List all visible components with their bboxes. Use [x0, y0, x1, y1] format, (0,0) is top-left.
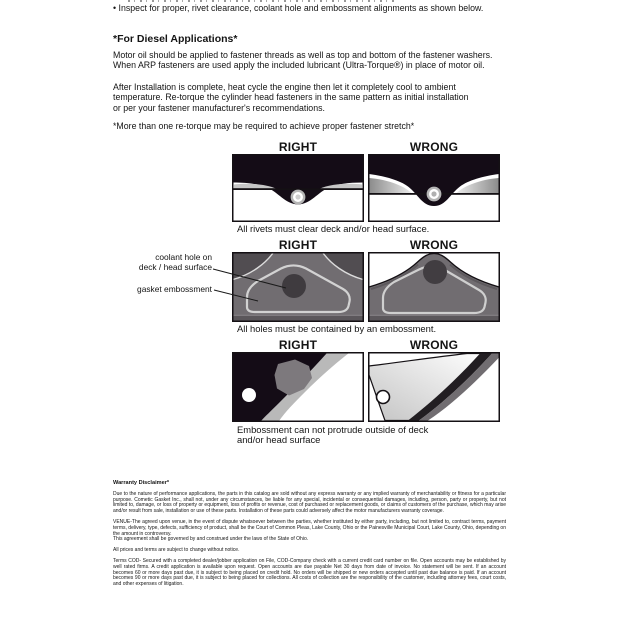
- protrusion-wrong-diagram: [368, 352, 500, 422]
- retorque-note: *More than one re-torque may be required to achieve proper fastener stretch*: [113, 121, 415, 131]
- wrong-label: WRONG: [409, 338, 459, 352]
- heat-cycle-paragraph-line: After Installation is complete, heat cycle the engine then let it completely cool to ambient: [113, 82, 456, 92]
- gasket-embossment-annotation: gasket embossment: [137, 284, 212, 294]
- bolt-hole-shape: [377, 391, 390, 404]
- warranty-disclaimer-section: [113, 481, 506, 593]
- bolt-hole-shape: [242, 388, 256, 402]
- rivet-wrong-diagram: [368, 154, 500, 222]
- warranty-paragraph: Due to the nature of performance applications, the parts in this catalog are sold without any express warranty or any implied warranty of merchantability or fitness for a particular purpose. Cometic Gasket Inc., shall not, under any circumstances, be liable for any special, incidental or consequential damages, including, person, party or property, but not limited to, damage, or loss of property or equipment, loss of profits or revenue, cost of purchased or replacement goods, or claims of customers of the purchase, which may arise and/or result from sale, installation or use of these parts. Installation of these parts could adversely affect the motor manufacturers warranty coverage.: [113, 490, 506, 515]
- warranty-heading: Warranty Disclaimer*: [113, 480, 170, 486]
- rivet-right-diagram-svg: [232, 154, 364, 222]
- coolant-right-diagram: [232, 252, 364, 322]
- heat-cycle-paragraph-line: or per your fastener manufacturer's recommendations.: [113, 102, 325, 113]
- wrong-label: WRONG: [409, 140, 459, 154]
- protrusion-wrong-diagram-svg: [368, 352, 500, 422]
- coolant-wrong-diagram: [368, 252, 500, 322]
- prices-line: All prices and terms are subject to change without notice.: [113, 547, 240, 554]
- inspect-bullet-text: Inspect for proper, rivet clearance, coolant hole and embossment alignments as shown below.: [118, 3, 484, 13]
- bullet-glyph: •: [113, 3, 117, 13]
- wrong-label: WRONG: [409, 238, 459, 252]
- inspect-bullet-line: [113, 3, 513, 13]
- protrusion-row-caption: Embossment can not protrude outside of deck and/or head surface: [237, 424, 429, 446]
- coolant-hole-shape: [423, 260, 447, 284]
- terms-paragraph: Terms COD- Secured with a completed dealer/jobber application on File, COD-Company check with a current credit card number on file. Open accounts may be established by well rated firms. A credit application is available upon request. Open accounts are due payable Net 30 days from date of invoice. No statement will be sent. If an account becomes 60 or more days past due, it is subject to being placed on credit hold. No orders will be shipped or new orders accepted until past due balance is paid. If an account becomes 90 or more days past due, it is subject to being placed for collections. All costs of collection are the responsibility of the customer, including attorney fees, court costs, and other expenses of litigation.: [113, 557, 506, 588]
- motor-oil-paragraph-line: When ARP fasteners are used apply the included lubricant (Ultra-Torque®) in place of motor oil.: [113, 60, 485, 71]
- motor-oil-paragraph-line: Motor oil should be applied to fastener threads as well as top and bottom of the fastener washers.: [113, 50, 493, 60]
- coolant-wrong-diagram-svg: [368, 252, 500, 322]
- right-label: RIGHT: [278, 338, 318, 352]
- right-label: RIGHT: [278, 140, 318, 154]
- diesel-applications-heading: *For Diesel Applications*: [113, 33, 238, 45]
- rivet-right-diagram: [232, 154, 364, 222]
- rivet-row-caption: All rivets must clear deck and/or head surface.: [237, 223, 430, 234]
- venue-paragraph: VENUE-The agreed upon venue, in the event of dispute whatsoever between the parties, whether instituted by either party, including, but not limited to, contract terms, payment terms, delivery, type, defects, sufficiency of product, shall be the Court of Common Pleas, Lake County, Ohio or the Painesville Municipal Court, Lake County, Ohio, depending on the amount in controversy.: [113, 518, 506, 537]
- coolant-row-caption: All holes must be contained by an embossment.: [237, 323, 437, 334]
- heat-cycle-paragraph-line: temperature. Re-torque the cylinder head fasteners in the same pattern as initial installation: [113, 92, 469, 103]
- coolant-hole-shape: [282, 274, 306, 298]
- coolant-hole-annotation: coolant hole on deck / head surface: [138, 252, 212, 272]
- governing-law-line: This agreement shall be governed by and construed under the laws of the State of Ohio.: [113, 536, 309, 543]
- coolant-right-diagram-svg: [232, 252, 364, 322]
- protrusion-right-diagram-svg: [232, 352, 364, 422]
- right-label: RIGHT: [278, 238, 318, 252]
- protrusion-right-diagram: [232, 352, 364, 422]
- clipped-text-remnant: [128, 0, 398, 2]
- rivet-wrong-diagram-svg: [368, 154, 500, 222]
